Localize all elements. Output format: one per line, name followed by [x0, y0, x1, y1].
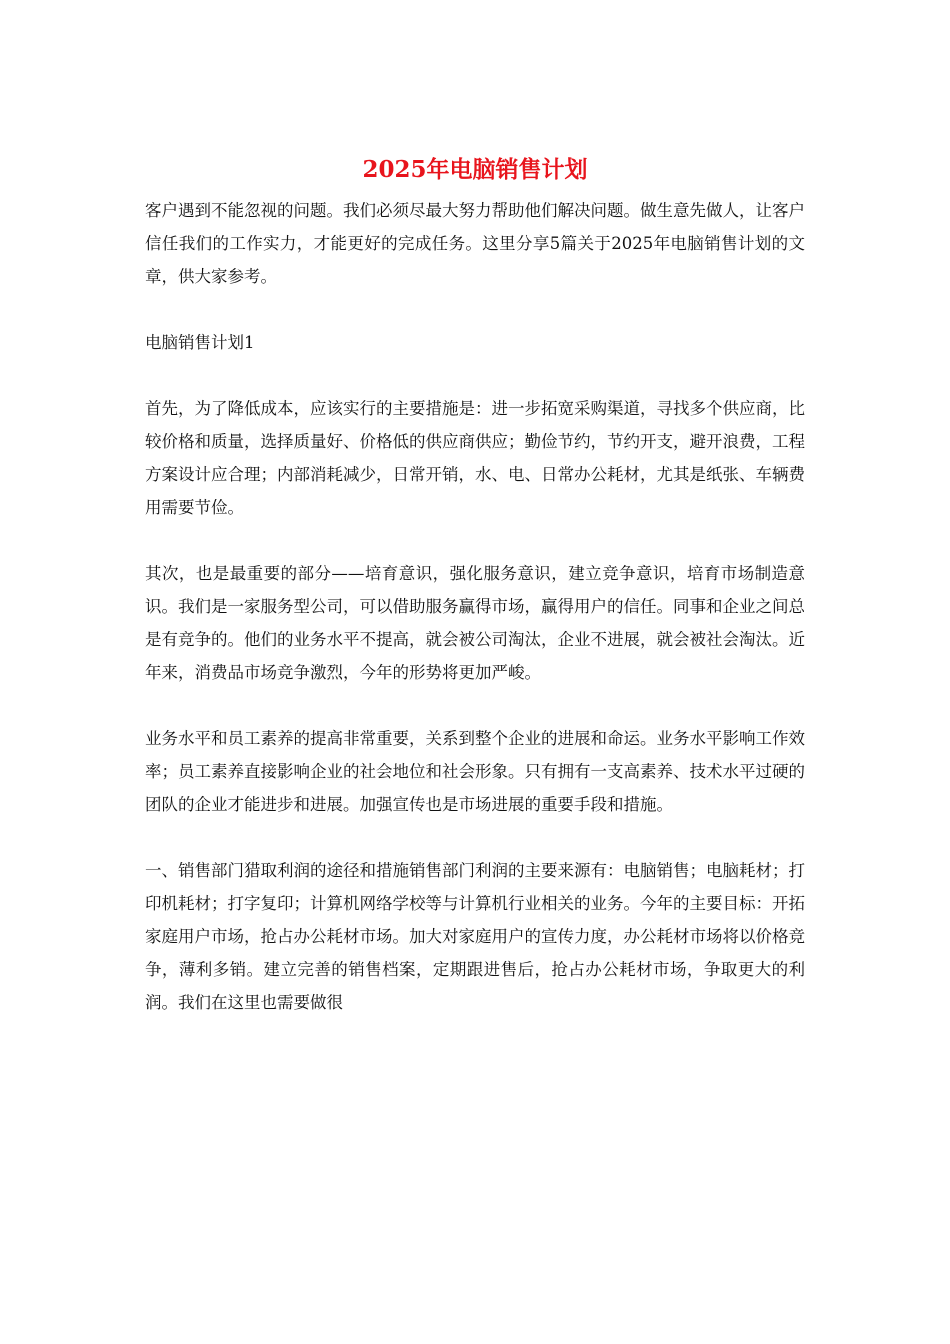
body-paragraph: 业务水平和员工素养的提高非常重要，关系到整个企业的进展和命运。业务水平影响工作效率；员工素养直接影响企业的社会地位和社会形象。只有拥有一支高素养、技术水平过硬的团队的企业才能进步和进展。加强宣传也是市场进展的重要手段和措施。 — [145, 729, 805, 814]
body-paragraph: 首先，为了降低成本，应该实行的主要措施是：进一步拓宽采购渠道，寻找多个供应商，比较价格和质量，选择质量好、价格低的供应商供应；勤俭节约，节约开支，避开浪费，工程方案设计应合理；内部消耗减少，日常开销，水、电、日常办公耗材，尤其是纸张、车辆费用需要节俭。 — [145, 399, 805, 517]
intro-paragraph: 客户遇到不能忽视的问题。我们必须尽最大努力帮助他们解决问题。做生意先做人，让客户信任我们的工作实力，才能更好的完成任务。这里分享5篇关于2025年电脑销售计划的文章，供大家参考。 — [145, 201, 805, 286]
body-paragraph: 其次，也是最重要的部分——培育意识，强化服务意识，建立竞争意识，培育市场制造意识。我们是一家服务型公司，可以借助服务赢得市场，赢得用户的信任。同事和企业之间总是有竞争的。他们的业务水平不提高，就会被公司淘汰，企业不进展，就会被社会淘汰。近年来，消费品市场竞争激烈，今年的形势将更加严峻。 — [145, 564, 805, 682]
document-title: 2025年电脑销售计划 — [362, 156, 588, 183]
body-paragraph: 一、销售部门猎取利润的途径和措施销售部门利润的主要来源有：电脑销售；电脑耗材；打印机耗材；打字复印；计算机网络学校等与计算机行业相关的业务。今年的主要目标：开拓家庭用户市场，抢占办公耗材市场。加大对家庭用户的宣传力度，办公耗材市场将以价格竞争，薄利多销。建立完善的销售档案，定期跟进售后，抢占办公耗材市场，争取更大的利润。我们在这里也需要做很 — [145, 861, 805, 1012]
document-body — [145, 194, 805, 1019]
section-heading: 电脑销售计划1 — [145, 333, 255, 352]
